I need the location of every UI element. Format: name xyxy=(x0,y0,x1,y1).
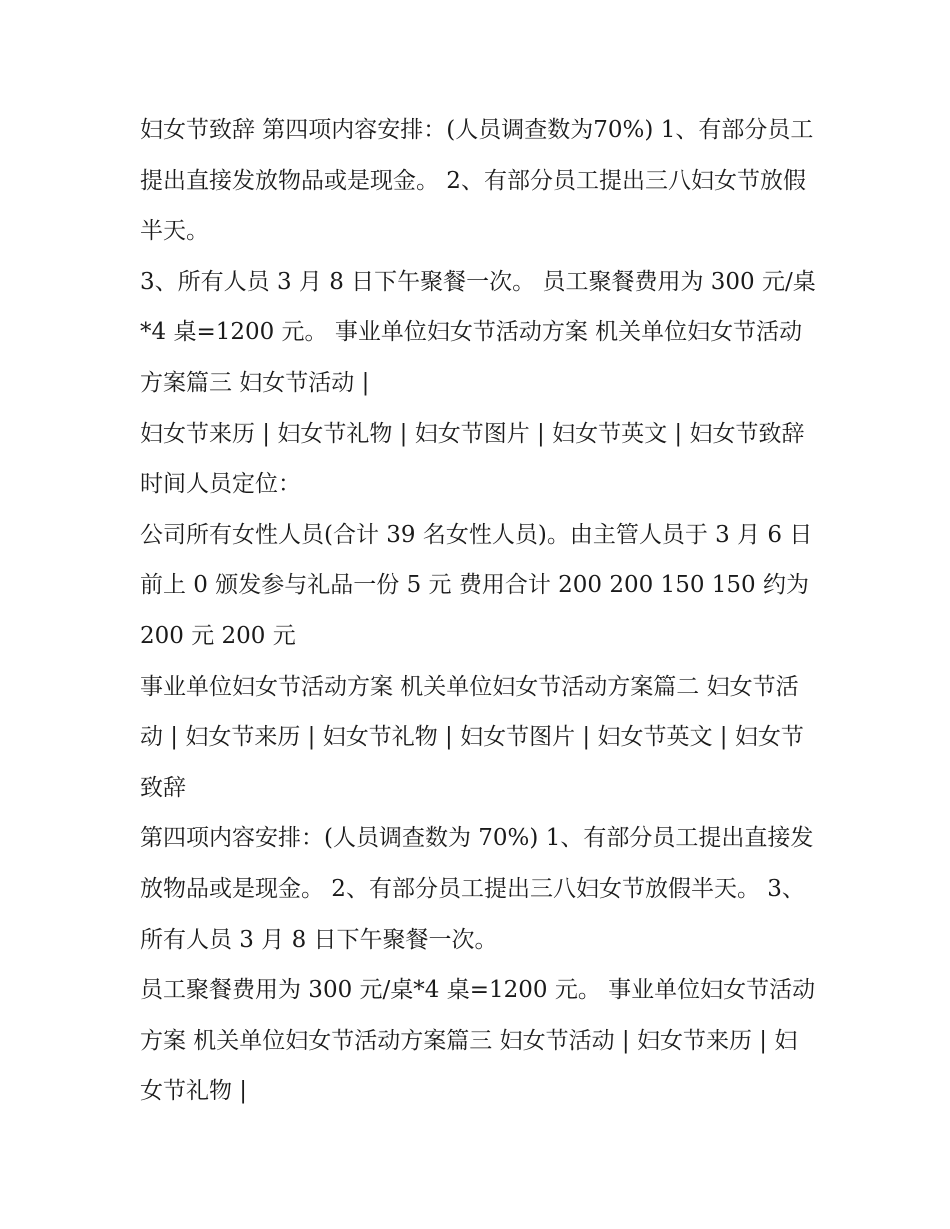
paragraph: 妇女节致辞 第四项内容安排：(人员调查数为70%) 1、有部分员工提出直接发放物品或是现金。 2、有部分员工提出三八妇女节放假半天。 xyxy=(140,117,814,245)
paragraph: 事业单位妇女节活动方案 机关单位妇女节活动方案篇二 妇女节活动 | 妇女节来历 | 妇女节礼物 | 妇女节图片 | 妇女节英文 | 妇女节致辞 xyxy=(140,673,804,801)
document-body xyxy=(140,105,820,1117)
paragraph: 公司所有女性人员(合计 39 名女性人员)。由主管人员于 3 月 6 日前上 0 颁发参与礼品一份 5 元 费用合计 200 200 150 150 约为 200 元 200 元 xyxy=(140,521,813,649)
paragraph: 员工聚餐费用为 300 元/桌*4 桌=1200 元。 事业单位妇女节活动方案 机关单位妇女节活动方案篇三 妇女节活动 | 妇女节来历 | 妇女节礼物 | xyxy=(140,977,816,1105)
paragraph: 第四项内容安排：(人员调查数为 70%) 1、有部分员工提出直接发放物品或是现金。 2、有部分员工提出三八妇女节放假半天。 3、所有人员 3 月 8 日下午聚餐一次。 xyxy=(140,825,814,953)
paragraph: 妇女节来历 | 妇女节礼物 | 妇女节图片 | 妇女节英文 | 妇女节致辞 时间人员定位： xyxy=(140,420,805,498)
paragraph: 3、所有人员 3 月 8 日下午聚餐一次。 员工聚餐费用为 300 元/桌*4 桌=1200 元。 事业单位妇女节活动方案 机关单位妇女节活动方案篇三 妇女节活动 | xyxy=(140,268,816,396)
